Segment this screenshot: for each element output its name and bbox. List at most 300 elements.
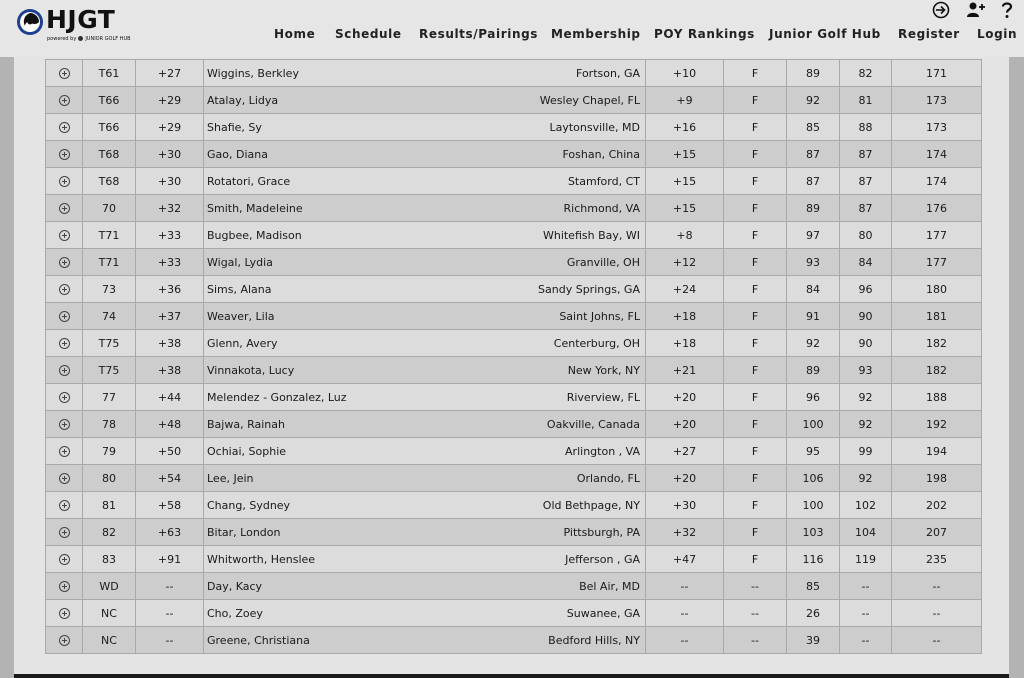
- round1-cell: 100: [787, 492, 840, 519]
- expand-cell[interactable]: [46, 168, 83, 195]
- total-cell: 173: [892, 87, 982, 114]
- table-row: [46, 411, 982, 438]
- round-score-cell: +16: [646, 114, 724, 141]
- player-hometown: Wesley Chapel, FL: [539, 93, 640, 107]
- expand-cell[interactable]: [46, 114, 83, 141]
- thru-cell: F: [724, 519, 787, 546]
- position-cell: 78: [83, 411, 136, 438]
- expand-plus-icon[interactable]: [59, 554, 70, 565]
- expand-plus-icon[interactable]: [59, 446, 70, 457]
- total-cell: 171: [892, 60, 982, 87]
- player-name[interactable]: Bugbee, Madison: [207, 228, 302, 242]
- player-cell: [204, 411, 646, 438]
- brand-name: HJGT: [46, 5, 116, 34]
- player-hometown: New York, NY: [567, 363, 640, 377]
- round2-cell: 87: [840, 141, 892, 168]
- player-name[interactable]: Bitar, London: [207, 525, 281, 539]
- round-score-cell: +20: [646, 384, 724, 411]
- table-row: [46, 195, 982, 222]
- player-cell: [204, 357, 646, 384]
- player-hometown: Pittsburgh, PA: [563, 525, 640, 539]
- expand-plus-icon[interactable]: [59, 500, 70, 511]
- total-cell: 198: [892, 465, 982, 492]
- to-par-cell: +36: [136, 276, 204, 303]
- table-row: [46, 384, 982, 411]
- expand-cell[interactable]: [46, 60, 83, 87]
- total-cell: 176: [892, 195, 982, 222]
- player-name[interactable]: Cho, Zoey: [207, 606, 263, 620]
- round-score-cell: +32: [646, 519, 724, 546]
- thru-cell: --: [724, 600, 787, 627]
- player-cell: [204, 600, 646, 627]
- player-cell: [204, 627, 646, 654]
- expand-cell[interactable]: [46, 411, 83, 438]
- round1-cell: 85: [787, 114, 840, 141]
- nav-results-pairings[interactable]: Results/Pairings: [419, 27, 539, 41]
- player-cell: [204, 303, 646, 330]
- total-cell: 192: [892, 411, 982, 438]
- thru-cell: F: [724, 168, 787, 195]
- round2-cell: 87: [840, 195, 892, 222]
- player-name[interactable]: Smith, Madeleine: [207, 201, 303, 215]
- round1-cell: 106: [787, 465, 840, 492]
- to-par-cell: +38: [136, 357, 204, 384]
- round2-cell: 102: [840, 492, 892, 519]
- nav-home[interactable]: Home: [274, 27, 316, 41]
- expand-plus-icon[interactable]: [59, 284, 70, 295]
- round-score-cell: +12: [646, 249, 724, 276]
- powered-by-text: powered by: [47, 36, 77, 42]
- position-cell: T66: [83, 87, 136, 114]
- expand-cell[interactable]: [46, 438, 83, 465]
- round1-cell: 91: [787, 303, 840, 330]
- round1-cell: 84: [787, 276, 840, 303]
- table-row: [46, 60, 982, 87]
- player-name[interactable]: Wigal, Lydia: [207, 255, 273, 269]
- player-cell: [204, 168, 646, 195]
- round2-cell: 90: [840, 303, 892, 330]
- expand-cell[interactable]: [46, 330, 83, 357]
- thru-cell: F: [724, 141, 787, 168]
- round2-cell: 81: [840, 87, 892, 114]
- player-hometown: Stamford, CT: [567, 174, 640, 188]
- player-hometown: Sandy Springs, GA: [538, 282, 640, 296]
- player-hometown: Old Bethpage, NY: [542, 498, 640, 512]
- to-par-cell: --: [136, 600, 204, 627]
- thru-cell: F: [724, 276, 787, 303]
- thru-cell: F: [724, 384, 787, 411]
- player-name[interactable]: Atalay, Lidya: [207, 93, 279, 107]
- player-cell: [204, 276, 646, 303]
- round2-cell: 80: [840, 222, 892, 249]
- to-par-cell: +63: [136, 519, 204, 546]
- position-cell: 77: [83, 384, 136, 411]
- expand-cell[interactable]: [46, 573, 83, 600]
- player-cell: [204, 330, 646, 357]
- to-par-cell: +30: [136, 168, 204, 195]
- round-score-cell: +20: [646, 411, 724, 438]
- round2-cell: 93: [840, 357, 892, 384]
- expand-plus-icon[interactable]: [59, 338, 70, 349]
- position-cell: NC: [83, 600, 136, 627]
- round1-cell: 26: [787, 600, 840, 627]
- thru-cell: F: [724, 411, 787, 438]
- position-cell: NC: [83, 627, 136, 654]
- round-score-cell: +47: [646, 546, 724, 573]
- to-par-cell: +27: [136, 60, 204, 87]
- player-name[interactable]: Day, Kacy: [207, 579, 263, 593]
- round1-cell: 87: [787, 168, 840, 195]
- to-par-cell: +33: [136, 249, 204, 276]
- nav-login[interactable]: Login: [977, 27, 1018, 41]
- to-par-cell: +38: [136, 330, 204, 357]
- expand-cell[interactable]: [46, 249, 83, 276]
- table-row: [46, 600, 982, 627]
- round1-cell: 39: [787, 627, 840, 654]
- player-cell: [204, 87, 646, 114]
- round1-cell: 116: [787, 546, 840, 573]
- expand-plus-icon[interactable]: [59, 365, 70, 376]
- table-row: [46, 438, 982, 465]
- position-cell: T71: [83, 222, 136, 249]
- position-cell: 80: [83, 465, 136, 492]
- login-arrow-icon[interactable]: [932, 1, 950, 19]
- player-hometown: Centerburg, OH: [553, 336, 640, 350]
- player-hometown: Richmond, VA: [563, 201, 640, 215]
- expand-plus-icon[interactable]: [59, 122, 70, 133]
- expand-cell[interactable]: [46, 222, 83, 249]
- round-score-cell: +24: [646, 276, 724, 303]
- round-score-cell: +15: [646, 168, 724, 195]
- thru-cell: F: [724, 60, 787, 87]
- round2-cell: 119: [840, 546, 892, 573]
- to-par-cell: +48: [136, 411, 204, 438]
- position-cell: 82: [83, 519, 136, 546]
- player-name[interactable]: Shafie, Sy: [207, 120, 262, 134]
- round-score-cell: +15: [646, 141, 724, 168]
- nav-membership[interactable]: Membership: [551, 27, 641, 41]
- main-nav: [0, 27, 1024, 47]
- expand-cell[interactable]: [46, 303, 83, 330]
- total-cell: 188: [892, 384, 982, 411]
- thru-cell: F: [724, 114, 787, 141]
- player-cell: [204, 141, 646, 168]
- player-hometown: Jefferson , GA: [565, 552, 640, 566]
- round-score-cell: +15: [646, 195, 724, 222]
- player-hometown: Granville, OH: [566, 255, 640, 269]
- player-hometown: Whitefish Bay, WI: [542, 228, 640, 242]
- total-cell: 174: [892, 168, 982, 195]
- round-score-cell: +18: [646, 330, 724, 357]
- player-hometown: Fortson, GA: [576, 66, 640, 80]
- round-score-cell: --: [646, 573, 724, 600]
- player-name[interactable]: Gao, Diana: [207, 147, 268, 161]
- thru-cell: F: [724, 492, 787, 519]
- player-hometown: Arlington , VA: [565, 444, 640, 458]
- total-cell: 207: [892, 519, 982, 546]
- expand-plus-icon[interactable]: [59, 392, 70, 403]
- expand-plus-icon[interactable]: [59, 203, 70, 214]
- expand-plus-icon[interactable]: [59, 176, 70, 187]
- position-cell: T75: [83, 330, 136, 357]
- player-name[interactable]: Wiggins, Berkley: [207, 66, 299, 80]
- player-cell: [204, 573, 646, 600]
- position-cell: T75: [83, 357, 136, 384]
- nav-junior-golf-hub[interactable]: Junior Golf Hub: [769, 27, 881, 41]
- expand-plus-icon[interactable]: [59, 95, 70, 106]
- player-name[interactable]: Rotatori, Grace: [207, 174, 291, 188]
- player-hometown: Riverview, FL: [566, 390, 640, 404]
- site-header: [0, 0, 1024, 57]
- expand-plus-icon[interactable]: [59, 635, 70, 646]
- player-cell: [204, 465, 646, 492]
- round1-cell: 96: [787, 384, 840, 411]
- player-hometown: Oakville, Canada: [546, 417, 640, 431]
- thru-cell: --: [724, 627, 787, 654]
- player-cell: [204, 60, 646, 87]
- to-par-cell: +29: [136, 87, 204, 114]
- total-cell: --: [892, 600, 982, 627]
- expand-cell[interactable]: [46, 141, 83, 168]
- thru-cell: --: [724, 573, 787, 600]
- player-name[interactable]: Chang, Sydney: [207, 498, 291, 512]
- thru-cell: F: [724, 222, 787, 249]
- position-cell: T68: [83, 141, 136, 168]
- expand-plus-icon[interactable]: [59, 230, 70, 241]
- round1-cell: 89: [787, 60, 840, 87]
- player-name[interactable]: Sims, Alana: [207, 282, 272, 296]
- expand-plus-icon[interactable]: [59, 527, 70, 538]
- table-row: [46, 492, 982, 519]
- round-score-cell: --: [646, 600, 724, 627]
- partner-name: JUNIOR GOLF HUB: [85, 36, 131, 42]
- to-par-cell: --: [136, 627, 204, 654]
- table-row: [46, 546, 982, 573]
- thru-cell: F: [724, 249, 787, 276]
- total-cell: 181: [892, 303, 982, 330]
- to-par-cell: +37: [136, 303, 204, 330]
- total-cell: 173: [892, 114, 982, 141]
- position-cell: T66: [83, 114, 136, 141]
- thru-cell: F: [724, 87, 787, 114]
- to-par-cell: +32: [136, 195, 204, 222]
- round1-cell: 92: [787, 87, 840, 114]
- total-cell: 235: [892, 546, 982, 573]
- position-cell: T68: [83, 168, 136, 195]
- round-score-cell: +9: [646, 87, 724, 114]
- round1-cell: 93: [787, 249, 840, 276]
- position-cell: 73: [83, 276, 136, 303]
- thru-cell: F: [724, 330, 787, 357]
- add-user-icon[interactable]: [966, 1, 986, 19]
- round-score-cell: +27: [646, 438, 724, 465]
- position-cell: 74: [83, 303, 136, 330]
- round2-cell: --: [840, 600, 892, 627]
- round1-cell: 97: [787, 222, 840, 249]
- expand-cell[interactable]: [46, 627, 83, 654]
- player-name[interactable]: Ochiai, Sophie: [207, 444, 287, 458]
- round2-cell: 96: [840, 276, 892, 303]
- thru-cell: F: [724, 546, 787, 573]
- table-row: [46, 303, 982, 330]
- round-score-cell: +18: [646, 303, 724, 330]
- round1-cell: 85: [787, 573, 840, 600]
- player-hometown: Saint Johns, FL: [559, 309, 640, 323]
- position-cell: WD: [83, 573, 136, 600]
- to-par-cell: +33: [136, 222, 204, 249]
- total-cell: 182: [892, 330, 982, 357]
- round2-cell: 90: [840, 330, 892, 357]
- expand-plus-icon[interactable]: [59, 68, 70, 79]
- round2-cell: --: [840, 573, 892, 600]
- player-name[interactable]: Vinnakota, Lucy: [207, 363, 295, 377]
- total-cell: 177: [892, 249, 982, 276]
- expand-cell[interactable]: [46, 357, 83, 384]
- round2-cell: 104: [840, 519, 892, 546]
- player-name[interactable]: Whitworth, Henslee: [207, 552, 316, 566]
- round1-cell: 100: [787, 411, 840, 438]
- to-par-cell: --: [136, 573, 204, 600]
- position-cell: 70: [83, 195, 136, 222]
- player-name[interactable]: Lee, Jein: [207, 471, 254, 485]
- position-cell: T71: [83, 249, 136, 276]
- player-cell: [204, 519, 646, 546]
- expand-cell[interactable]: [46, 519, 83, 546]
- expand-plus-icon[interactable]: [59, 473, 70, 484]
- round2-cell: 87: [840, 168, 892, 195]
- player-hometown: Foshan, China: [562, 147, 640, 161]
- expand-plus-icon[interactable]: [59, 419, 70, 430]
- to-par-cell: +50: [136, 438, 204, 465]
- round2-cell: 92: [840, 465, 892, 492]
- round1-cell: 95: [787, 438, 840, 465]
- round2-cell: 92: [840, 411, 892, 438]
- to-par-cell: +44: [136, 384, 204, 411]
- to-par-cell: +29: [136, 114, 204, 141]
- expand-cell[interactable]: [46, 195, 83, 222]
- to-par-cell: +54: [136, 465, 204, 492]
- player-cell: [204, 384, 646, 411]
- player-cell: [204, 195, 646, 222]
- round-score-cell: +10: [646, 60, 724, 87]
- expand-cell[interactable]: [46, 276, 83, 303]
- expand-plus-icon[interactable]: [59, 608, 70, 619]
- player-cell: [204, 492, 646, 519]
- table-row: [46, 627, 982, 654]
- round2-cell: 92: [840, 384, 892, 411]
- to-par-cell: +30: [136, 141, 204, 168]
- expand-plus-icon[interactable]: [59, 581, 70, 592]
- player-cell: [204, 438, 646, 465]
- total-cell: 194: [892, 438, 982, 465]
- player-cell: [204, 249, 646, 276]
- total-cell: --: [892, 573, 982, 600]
- round-score-cell: +21: [646, 357, 724, 384]
- position-cell: T61: [83, 60, 136, 87]
- nav-poy-rankings[interactable]: POY Rankings: [654, 27, 755, 41]
- player-hometown: Orlando, FL: [576, 471, 640, 485]
- thru-cell: F: [724, 303, 787, 330]
- round-score-cell: --: [646, 627, 724, 654]
- table-row: [46, 276, 982, 303]
- thru-cell: F: [724, 465, 787, 492]
- nav-schedule[interactable]: Schedule: [335, 27, 402, 41]
- expand-cell[interactable]: [46, 600, 83, 627]
- table-row: [46, 330, 982, 357]
- expand-plus-icon[interactable]: [59, 311, 70, 322]
- round1-cell: 89: [787, 357, 840, 384]
- round-score-cell: +30: [646, 492, 724, 519]
- player-cell: [204, 114, 646, 141]
- expand-plus-icon[interactable]: [59, 257, 70, 268]
- expand-cell[interactable]: [46, 87, 83, 114]
- thru-cell: F: [724, 438, 787, 465]
- player-name[interactable]: Greene, Christiana: [207, 633, 310, 647]
- expand-cell[interactable]: [46, 546, 83, 573]
- position-cell: 83: [83, 546, 136, 573]
- player-hometown: Bel Air, MD: [579, 579, 640, 593]
- player-hometown: Laytonsville, MD: [549, 120, 640, 134]
- table-row: [46, 87, 982, 114]
- total-cell: 202: [892, 492, 982, 519]
- total-cell: 177: [892, 222, 982, 249]
- table-row: [46, 357, 982, 384]
- player-name[interactable]: Glenn, Avery: [207, 336, 278, 350]
- to-par-cell: +91: [136, 546, 204, 573]
- player-name[interactable]: Melendez - Gonzalez, Luz: [207, 390, 347, 404]
- round1-cell: 92: [787, 330, 840, 357]
- total-cell: 182: [892, 357, 982, 384]
- footer-bar: [14, 674, 1009, 678]
- total-cell: 174: [892, 141, 982, 168]
- table-row: [46, 249, 982, 276]
- table-row: [46, 573, 982, 600]
- player-cell: [204, 222, 646, 249]
- round-score-cell: +20: [646, 465, 724, 492]
- help-icon[interactable]: [1000, 1, 1014, 19]
- round2-cell: 99: [840, 438, 892, 465]
- position-cell: 81: [83, 492, 136, 519]
- player-name[interactable]: Bajwa, Rainah: [207, 417, 285, 431]
- round1-cell: 87: [787, 141, 840, 168]
- round2-cell: 88: [840, 114, 892, 141]
- round2-cell: 84: [840, 249, 892, 276]
- player-hometown: Suwanee, GA: [566, 606, 640, 620]
- to-par-cell: +58: [136, 492, 204, 519]
- player-cell: [204, 546, 646, 573]
- total-cell: 180: [892, 276, 982, 303]
- nav-register[interactable]: Register: [898, 27, 960, 41]
- expand-plus-icon[interactable]: [59, 149, 70, 160]
- expand-cell[interactable]: [46, 384, 83, 411]
- position-cell: 79: [83, 438, 136, 465]
- round-score-cell: +8: [646, 222, 724, 249]
- expand-cell[interactable]: [46, 492, 83, 519]
- table-row: [46, 114, 982, 141]
- round1-cell: 103: [787, 519, 840, 546]
- player-hometown: Bedford Hills, NY: [548, 633, 640, 647]
- thru-cell: F: [724, 195, 787, 222]
- player-name[interactable]: Weaver, Lila: [207, 309, 275, 323]
- table-row: [46, 222, 982, 249]
- table-row: [46, 519, 982, 546]
- round2-cell: --: [840, 627, 892, 654]
- expand-cell[interactable]: [46, 465, 83, 492]
- round2-cell: 82: [840, 60, 892, 87]
- table-row: [46, 141, 982, 168]
- leaderboard-table: [45, 59, 982, 654]
- round1-cell: 89: [787, 195, 840, 222]
